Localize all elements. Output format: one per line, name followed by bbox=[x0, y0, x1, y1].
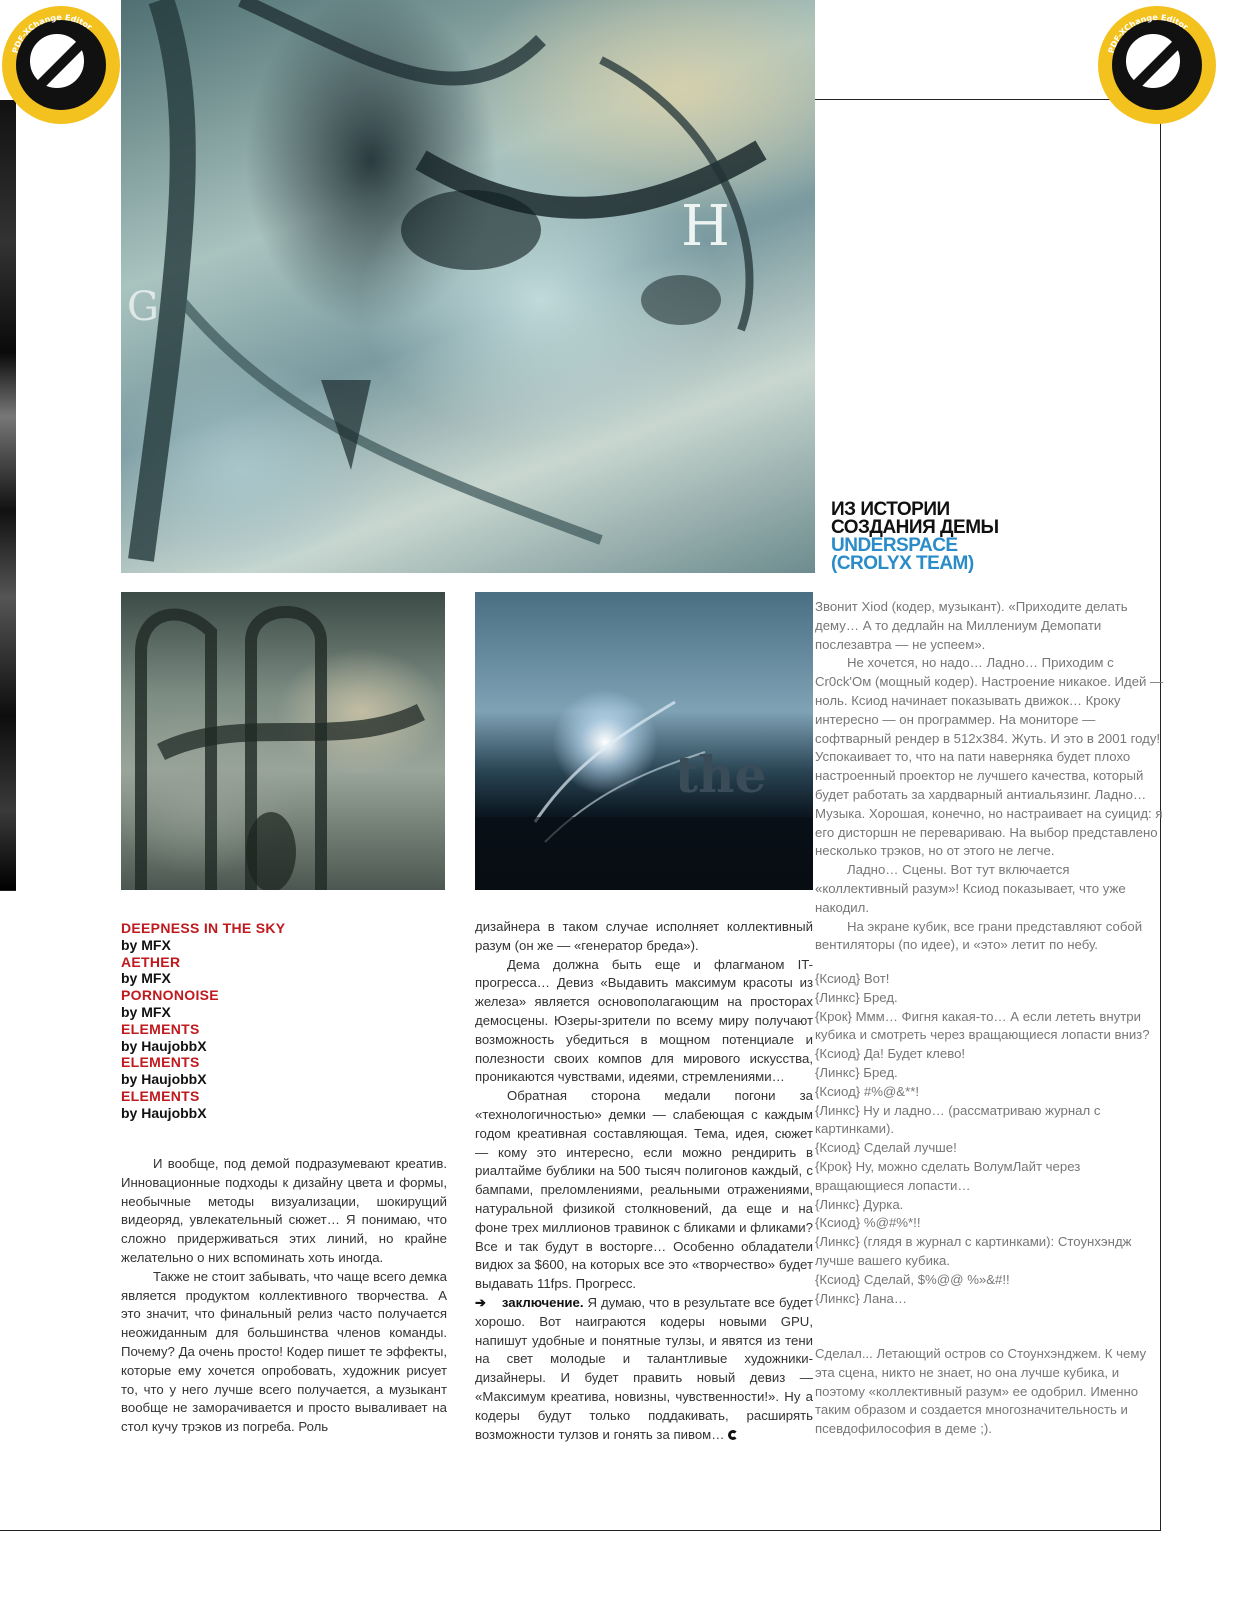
dialog-line: {Ксиод} Вот! bbox=[815, 971, 890, 986]
artwork-aether bbox=[121, 592, 445, 890]
article-paragraph: Обратная сторона медали погони за «технологичностью» демки — слабеющая с каждым годом креативная составляющая. Тема, идея, сюжет — кому это интересно, если можно рендирить в риалтайме бублики на 500 тысяч полигонов каждый, с бампами, преломлениями, реальными отражениями, натуральной физикой столкновений, да еще и на фоне трех миллионов травинок с бликами и фликами? Все и так будут в восторге… Особенно обладатели видюх за $600, на которых все это «творчество» будет выдавать 11fps. Прогресс. bbox=[475, 1088, 813, 1292]
article-paragraph: Также не стоит забывать, что чаще всего демка является продуктом коллективного творчества. А это значит, что финальный релиз часто получается неожиданным для большинства членов команды. Почему? Да очень просто! Кодер пишет те эффекты, которые ему хочется опробовать, художник рисует то, что у него лучше всего получается, а музыкант вообще не заморачивается и просто вываливает на стол кучу трэков из погреба. Роль bbox=[121, 1268, 447, 1435]
frame-line-left-tick bbox=[0, 890, 16, 891]
pdf-xchange-stamp-right[interactable] bbox=[1098, 6, 1216, 124]
dialog-line: {Линкс} Бред. bbox=[815, 1064, 898, 1080]
caption-author: by HaujobbX bbox=[121, 1104, 207, 1121]
caption-title: PORNONOISE bbox=[121, 987, 219, 1004]
caption-title: ELEMENTS bbox=[121, 1020, 200, 1037]
artwork-pornonoise bbox=[475, 592, 813, 890]
arrow-right-icon: ➔ bbox=[475, 1294, 487, 1310]
article-paragraph: Дема должна быть еще и флагманом IT-прогресса… Девиз «Выдавить максимум красоты из железа» является основополагающим на просторах демосцены. Юзеры-зрители по всему миру получают возможность убедиться в мощном потенциале и полезности своих компов для мирового искусства, проникаются чувствами, идеями, стремлениями… bbox=[475, 956, 813, 1085]
dialog-line: {Линкс} Бред. bbox=[815, 989, 898, 1005]
article-column-left bbox=[121, 1155, 447, 1437]
heading-line-2: СОЗДАНИЯ ДЕМЫ bbox=[831, 517, 999, 538]
heading-line-3: UNDERSPACE bbox=[831, 535, 958, 556]
hero-letter-h: H bbox=[681, 194, 730, 259]
left-edge-artwork bbox=[0, 100, 16, 890]
end-of-article-icon bbox=[728, 1430, 738, 1440]
pdf-xchange-stamp-left[interactable] bbox=[2, 6, 120, 124]
dialog-line: {Линкс} (глядя в журнал с картинками): Стоунхэндж лучше вашего кубика. bbox=[815, 1234, 1132, 1268]
hero-artwork bbox=[121, 0, 815, 573]
dialog-line: {Ксиод} Да! Будет клево! bbox=[815, 1046, 966, 1062]
chat-dialog bbox=[815, 970, 1165, 1308]
dialog-line: {Ксиод} #%@&**! bbox=[815, 1083, 920, 1099]
story-outro: Сделал... Летающий остров со Стоунхэнджем. К чему эта сцена, никто не знает, но она лучше кубика, и поэтому «коллективный разум» ее одобрил. Именно таким образом и создается многозначительность и псевдофилософия в деме ;). bbox=[815, 1346, 1147, 1437]
article-paragraph: дизайнера в таком случае исполняет коллективный разум (он же — «генератор бреда»). bbox=[475, 919, 813, 953]
hero-letter-g: G bbox=[127, 284, 159, 330]
story-paragraph: Звонит Xiod (кодер, музыкант). «Приходите делать дему… А то дедлайн на Миллениум Демопати послезавтра — не успеем». bbox=[815, 599, 1128, 652]
caption-author: by MFX bbox=[121, 1003, 171, 1020]
article-column-middle bbox=[475, 918, 813, 1444]
caption-author: by HaujobbX bbox=[121, 1037, 207, 1054]
story-paragraph: Не хочется, но надо… Ладно… Приходим с Cr0ck'Ом (мощный кодер). Настроение никакое. Идей — ноль. Ксиод начинает показывать движок… Кроку интересно — он программер. На мониторе — софтварный рендер в 512x384. Жуть. И это в 2001 году! Успокаивает то, что на пати наверняка будет плохо настроенный проектор не лучшего качества, который будет работать за хардварный антиальязинг. Ладно… Музыка. Хорошая, конечно, но настраивает на суицид: я его дисторшн не перевариваю. На выбор представлено несколько трэков, но от этого не легче. bbox=[815, 655, 1164, 859]
dialog-line: {Линкс} Ну и ладно… (рассматриваю журнал с картинками). bbox=[815, 1102, 1101, 1137]
dialog-line: {Ксиод} %@#%*!! bbox=[815, 1215, 921, 1231]
caption-title: ELEMENTS bbox=[121, 1087, 200, 1104]
article-paragraph: И вообще, под демой подразумевают креатив. Инновационные подходы к дизайну цвета и формы, необычные методы визуализации, шокирущий видеоряд, увлекательный сюжет… Я понимаю, что сложно придерживаться этих линий, но крайне желательно о них вспоминать хоть иногда. bbox=[121, 1156, 447, 1265]
dialog-line: {Крок} Ммм… Фигня какая-то… А если лететь внутри кубика и смотреть через вращающиеся лопасти вниз? bbox=[815, 1008, 1150, 1043]
conclusion-label: заключение. bbox=[501, 1294, 584, 1310]
dialog-line: {Ксиод} Сделай, $%@@ %»&#!! bbox=[815, 1271, 1010, 1287]
caption-author: by MFX bbox=[121, 936, 171, 953]
dialog-line: {Линкс} Дурка. bbox=[815, 1196, 904, 1212]
stamp-text-top: PDF-XChange Editor bbox=[10, 12, 94, 55]
dialog-line: {Ксиод} Сделай лучше! bbox=[815, 1140, 957, 1156]
svg-text:PDF-XChange Editor bbox=[1107, 13, 1190, 55]
caption-author: by MFX bbox=[121, 970, 171, 987]
dialog-line: {Линкс} Лана… bbox=[815, 1290, 908, 1306]
artwork-pornonoise-word: the bbox=[675, 745, 767, 804]
sidebar-story bbox=[815, 598, 1165, 955]
conclusion-paragraph bbox=[475, 1294, 813, 1444]
svg-text:PDF-XChange Editor bbox=[11, 13, 94, 55]
caption-title: DEEPNESS IN THE SKY bbox=[121, 920, 286, 936]
frame-line-bottom bbox=[0, 1530, 1161, 1531]
conclusion-text: Я думаю, что в результате все будет хорошо. Вот наиграются кодеры новыми GPU, напишут удобные и понятные тулзы, и явятся из тени на свет молодые и талантливые художники-дизайнеры. И будет править новый девиз — «Максимум креатива, новизны, чувственности!». Ну а кодеры будут только поддакивать, расширять возможности тулзов и гонять за пивом… bbox=[475, 1294, 814, 1442]
story-paragraph: Ладно… Сцены. Вот тут включается «коллективный разум»! Ксиод показывает, что уже накодил. bbox=[815, 862, 1126, 915]
caption-author: by HaujobbX bbox=[121, 1071, 207, 1088]
caption-title: AETHER bbox=[121, 953, 181, 970]
story-paragraph: На экране кубик, все грани представляют собой вентиляторы (по идее), и «это» летит по небу. bbox=[815, 918, 1143, 953]
dialog-line: {Крок} Ну, можно сделать ВолумЛайт через вращающиеся лопасти… bbox=[815, 1158, 1081, 1193]
heading-line-1: ИЗ ИСТОРИИ bbox=[831, 499, 950, 520]
stamp-text-top: PDF-XChange Editor bbox=[1106, 12, 1190, 55]
heading-line-4: (CROLYX TEAM) bbox=[831, 553, 974, 574]
caption-title: ELEMENTS bbox=[121, 1054, 200, 1071]
image-captions bbox=[121, 920, 441, 1122]
sidebar-heading bbox=[831, 501, 1161, 573]
